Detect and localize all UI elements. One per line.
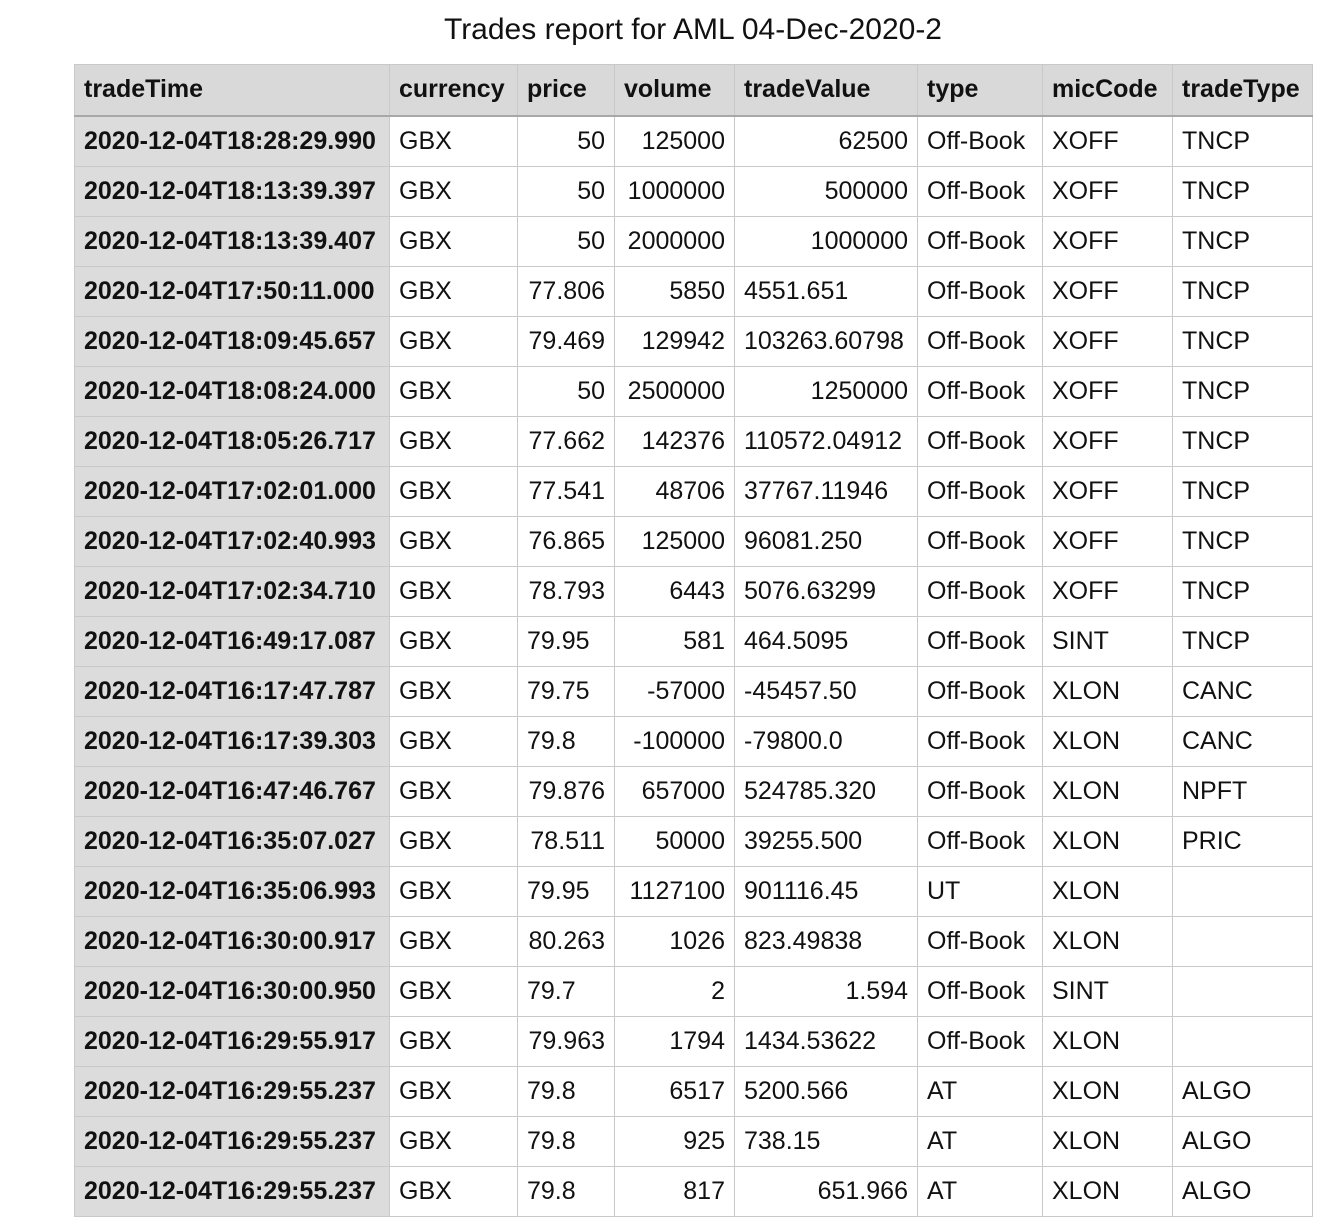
- cell-type: Off-Book: [918, 716, 1043, 766]
- table-row: [75, 766, 1313, 816]
- table-row: [75, 266, 1313, 316]
- cell-miccode: XLON: [1043, 816, 1173, 866]
- cell-miccode: XLON: [1043, 666, 1173, 716]
- cell-type: Off-Book: [918, 916, 1043, 966]
- cell-tradetime: 2020-12-04T17:50:11.000: [75, 266, 390, 316]
- cell-tradetime: 2020-12-04T18:05:26.717: [75, 416, 390, 466]
- cell-volume: 142376: [615, 416, 735, 466]
- cell-tradevalue: 1250000: [735, 366, 918, 416]
- cell-tradetype: TNCP: [1173, 116, 1313, 167]
- column-header-volume: volume: [615, 65, 735, 116]
- cell-price: 76.865: [518, 516, 615, 566]
- table-row: [75, 416, 1313, 466]
- cell-miccode: SINT: [1043, 616, 1173, 666]
- cell-type: Off-Book: [918, 666, 1043, 716]
- cell-tradevalue: 37767.11946: [735, 466, 918, 516]
- cell-type: Off-Book: [918, 466, 1043, 516]
- cell-tradetime: 2020-12-04T16:49:17.087: [75, 616, 390, 666]
- cell-volume: 125000: [615, 116, 735, 167]
- cell-tradetime: 2020-12-04T16:29:55.237: [75, 1116, 390, 1166]
- cell-currency: GBX: [390, 266, 518, 316]
- cell-currency: GBX: [390, 816, 518, 866]
- cell-price: 79.8: [518, 1116, 615, 1166]
- trades-table: [74, 64, 1313, 1217]
- cell-tradetype: ALGO: [1173, 1166, 1313, 1216]
- cell-type: Off-Book: [918, 1016, 1043, 1066]
- cell-currency: GBX: [390, 466, 518, 516]
- cell-tradevalue: 1434.53622: [735, 1016, 918, 1066]
- cell-miccode: XOFF: [1043, 516, 1173, 566]
- cell-miccode: XOFF: [1043, 116, 1173, 167]
- cell-type: Off-Book: [918, 266, 1043, 316]
- cell-tradevalue: -79800.0: [735, 716, 918, 766]
- cell-volume: 925: [615, 1116, 735, 1166]
- cell-miccode: XLON: [1043, 1066, 1173, 1116]
- cell-tradetype: ALGO: [1173, 1116, 1313, 1166]
- cell-price: 77.541: [518, 466, 615, 516]
- cell-type: Off-Book: [918, 166, 1043, 216]
- cell-tradetime: 2020-12-04T18:08:24.000: [75, 366, 390, 416]
- cell-tradetype: TNCP: [1173, 166, 1313, 216]
- cell-currency: GBX: [390, 666, 518, 716]
- table-row: [75, 1066, 1313, 1116]
- cell-tradevalue: 39255.500: [735, 816, 918, 866]
- cell-price: 80.263: [518, 916, 615, 966]
- cell-tradetime: 2020-12-04T16:30:00.917: [75, 916, 390, 966]
- cell-currency: GBX: [390, 416, 518, 466]
- cell-miccode: XOFF: [1043, 316, 1173, 366]
- cell-volume: 2500000: [615, 366, 735, 416]
- cell-currency: GBX: [390, 716, 518, 766]
- cell-miccode: XLON: [1043, 766, 1173, 816]
- cell-type: Off-Book: [918, 766, 1043, 816]
- cell-tradetime: 2020-12-04T18:13:39.397: [75, 166, 390, 216]
- cell-tradetype: [1173, 916, 1313, 966]
- cell-tradevalue: 524785.320: [735, 766, 918, 816]
- cell-currency: GBX: [390, 516, 518, 566]
- cell-currency: GBX: [390, 1016, 518, 1066]
- cell-tradetype: [1173, 1016, 1313, 1066]
- cell-tradetype: [1173, 866, 1313, 916]
- cell-tradetime: 2020-12-04T16:29:55.237: [75, 1066, 390, 1116]
- cell-miccode: XOFF: [1043, 216, 1173, 266]
- cell-volume: 5850: [615, 266, 735, 316]
- cell-type: Off-Book: [918, 566, 1043, 616]
- cell-tradevalue: 96081.250: [735, 516, 918, 566]
- cell-tradetype: TNCP: [1173, 466, 1313, 516]
- cell-tradetime: 2020-12-04T18:28:29.990: [75, 116, 390, 167]
- cell-tradetime: 2020-12-04T16:17:39.303: [75, 716, 390, 766]
- cell-tradevalue: 62500: [735, 116, 918, 167]
- table-row: [75, 566, 1313, 616]
- cell-tradevalue: 738.15: [735, 1116, 918, 1166]
- cell-volume: 1794: [615, 1016, 735, 1066]
- cell-tradetype: NPFT: [1173, 766, 1313, 816]
- cell-type: Off-Book: [918, 816, 1043, 866]
- cell-price: 79.8: [518, 716, 615, 766]
- cell-currency: GBX: [390, 116, 518, 167]
- cell-price: 50: [518, 166, 615, 216]
- cell-miccode: XLON: [1043, 716, 1173, 766]
- cell-tradetype: TNCP: [1173, 216, 1313, 266]
- cell-currency: GBX: [390, 916, 518, 966]
- cell-currency: GBX: [390, 166, 518, 216]
- cell-miccode: XOFF: [1043, 266, 1173, 316]
- cell-type: Off-Book: [918, 366, 1043, 416]
- cell-tradetime: 2020-12-04T16:29:55.237: [75, 1166, 390, 1216]
- cell-type: UT: [918, 866, 1043, 916]
- cell-tradevalue: 1.594: [735, 966, 918, 1016]
- cell-currency: GBX: [390, 1116, 518, 1166]
- cell-tradetime: 2020-12-04T16:17:47.787: [75, 666, 390, 716]
- cell-currency: GBX: [390, 316, 518, 366]
- cell-type: AT: [918, 1166, 1043, 1216]
- column-header-type: type: [918, 65, 1043, 116]
- cell-volume: 817: [615, 1166, 735, 1216]
- table-row: [75, 366, 1313, 416]
- cell-type: Off-Book: [918, 966, 1043, 1016]
- cell-tradetime: 2020-12-04T16:35:06.993: [75, 866, 390, 916]
- cell-volume: 48706: [615, 466, 735, 516]
- column-header-tradetime: tradeTime: [75, 65, 390, 116]
- column-header-currency: currency: [390, 65, 518, 116]
- table-row: [75, 316, 1313, 366]
- cell-price: 50: [518, 216, 615, 266]
- cell-type: AT: [918, 1116, 1043, 1166]
- cell-tradetime: 2020-12-04T18:13:39.407: [75, 216, 390, 266]
- cell-tradetype: TNCP: [1173, 266, 1313, 316]
- cell-price: 50: [518, 116, 615, 167]
- cell-volume: 1026: [615, 916, 735, 966]
- cell-miccode: XLON: [1043, 1116, 1173, 1166]
- table-row: [75, 1116, 1313, 1166]
- cell-miccode: XOFF: [1043, 566, 1173, 616]
- cell-volume: 129942: [615, 316, 735, 366]
- cell-tradevalue: 1000000: [735, 216, 918, 266]
- cell-tradevalue: 5200.566: [735, 1066, 918, 1116]
- table-row: [75, 1166, 1313, 1216]
- cell-tradetime: 2020-12-04T16:30:00.950: [75, 966, 390, 1016]
- cell-tradevalue: 4551.651: [735, 266, 918, 316]
- cell-tradevalue: 901116.45: [735, 866, 918, 916]
- cell-miccode: XOFF: [1043, 166, 1173, 216]
- cell-miccode: XOFF: [1043, 466, 1173, 516]
- cell-type: Off-Book: [918, 216, 1043, 266]
- cell-currency: GBX: [390, 366, 518, 416]
- cell-currency: GBX: [390, 1066, 518, 1116]
- cell-price: 77.662: [518, 416, 615, 466]
- table-row: [75, 116, 1313, 167]
- cell-tradetime: 2020-12-04T17:02:01.000: [75, 466, 390, 516]
- cell-tradevalue: 464.5095: [735, 616, 918, 666]
- table-row: [75, 216, 1313, 266]
- cell-tradetime: 2020-12-04T16:35:07.027: [75, 816, 390, 866]
- cell-type: Off-Book: [918, 316, 1043, 366]
- cell-tradetype: TNCP: [1173, 616, 1313, 666]
- cell-currency: GBX: [390, 616, 518, 666]
- cell-miccode: XOFF: [1043, 416, 1173, 466]
- header-row: [75, 65, 1313, 116]
- cell-price: 79.95: [518, 866, 615, 916]
- cell-tradetime: 2020-12-04T17:02:34.710: [75, 566, 390, 616]
- cell-volume: 50000: [615, 816, 735, 866]
- table-row: [75, 866, 1313, 916]
- cell-tradetype: [1173, 966, 1313, 1016]
- cell-tradevalue: -45457.50: [735, 666, 918, 716]
- cell-volume: 6517: [615, 1066, 735, 1116]
- cell-tradetype: TNCP: [1173, 566, 1313, 616]
- cell-tradetype: TNCP: [1173, 416, 1313, 466]
- cell-volume: 1127100: [615, 866, 735, 916]
- cell-tradevalue: 103263.60798: [735, 316, 918, 366]
- cell-currency: GBX: [390, 966, 518, 1016]
- cell-tradetype: PRIC: [1173, 816, 1313, 866]
- cell-currency: GBX: [390, 766, 518, 816]
- cell-miccode: XOFF: [1043, 366, 1173, 416]
- cell-price: 79.95: [518, 616, 615, 666]
- table-row: [75, 716, 1313, 766]
- cell-price: 50: [518, 366, 615, 416]
- column-header-tradevalue: tradeValue: [735, 65, 918, 116]
- cell-tradetype: TNCP: [1173, 366, 1313, 416]
- cell-tradetime: 2020-12-04T16:29:55.917: [75, 1016, 390, 1066]
- cell-tradetype: CANC: [1173, 666, 1313, 716]
- cell-currency: GBX: [390, 566, 518, 616]
- table-row: [75, 816, 1313, 866]
- cell-tradetime: 2020-12-04T18:09:45.657: [75, 316, 390, 366]
- cell-currency: GBX: [390, 1166, 518, 1216]
- cell-price: 79.8: [518, 1166, 615, 1216]
- cell-tradetype: ALGO: [1173, 1066, 1313, 1116]
- cell-price: 79.963: [518, 1016, 615, 1066]
- cell-currency: GBX: [390, 866, 518, 916]
- cell-price: 79.469: [518, 316, 615, 366]
- cell-currency: GBX: [390, 216, 518, 266]
- cell-price: 79.8: [518, 1066, 615, 1116]
- table-row: [75, 516, 1313, 566]
- cell-volume: 2000000: [615, 216, 735, 266]
- cell-volume: 125000: [615, 516, 735, 566]
- cell-type: Off-Book: [918, 416, 1043, 466]
- table-row: [75, 466, 1313, 516]
- table-row: [75, 616, 1313, 666]
- cell-volume: 2: [615, 966, 735, 1016]
- cell-tradetime: 2020-12-04T17:02:40.993: [75, 516, 390, 566]
- cell-type: Off-Book: [918, 516, 1043, 566]
- column-header-tradetype: tradeType: [1173, 65, 1313, 116]
- cell-tradevalue: 110572.04912: [735, 416, 918, 466]
- table-row: [75, 966, 1313, 1016]
- cell-tradetime: 2020-12-04T16:47:46.767: [75, 766, 390, 816]
- cell-tradevalue: 5076.63299: [735, 566, 918, 616]
- cell-tradetype: TNCP: [1173, 316, 1313, 366]
- cell-tradetype: TNCP: [1173, 516, 1313, 566]
- cell-price: 79.7: [518, 966, 615, 1016]
- cell-tradevalue: 500000: [735, 166, 918, 216]
- cell-volume: -100000: [615, 716, 735, 766]
- cell-price: 78.793: [518, 566, 615, 616]
- cell-miccode: XLON: [1043, 1016, 1173, 1066]
- table-row: [75, 1016, 1313, 1066]
- report-title: Trades report for AML 04-Dec-2020-2: [443, 13, 942, 46]
- cell-price: 77.806: [518, 266, 615, 316]
- cell-volume: 6443: [615, 566, 735, 616]
- table-row: [75, 916, 1313, 966]
- cell-miccode: XLON: [1043, 866, 1173, 916]
- cell-miccode: XLON: [1043, 1166, 1173, 1216]
- cell-volume: 581: [615, 616, 735, 666]
- cell-price: 79.876: [518, 766, 615, 816]
- cell-type: AT: [918, 1066, 1043, 1116]
- cell-price: 78.511: [518, 816, 615, 866]
- cell-volume: 1000000: [615, 166, 735, 216]
- cell-volume: -57000: [615, 666, 735, 716]
- column-header-miccode: micCode: [1043, 65, 1173, 116]
- table-row: [75, 666, 1313, 716]
- column-header-price: price: [518, 65, 615, 116]
- cell-type: Off-Book: [918, 116, 1043, 167]
- cell-tradetype: CANC: [1173, 716, 1313, 766]
- cell-tradevalue: 651.966: [735, 1166, 918, 1216]
- table-row: [75, 166, 1313, 216]
- cell-price: 79.75: [518, 666, 615, 716]
- cell-miccode: XLON: [1043, 916, 1173, 966]
- cell-type: Off-Book: [918, 616, 1043, 666]
- cell-miccode: SINT: [1043, 966, 1173, 1016]
- cell-volume: 657000: [615, 766, 735, 816]
- cell-tradevalue: 823.49838: [735, 916, 918, 966]
